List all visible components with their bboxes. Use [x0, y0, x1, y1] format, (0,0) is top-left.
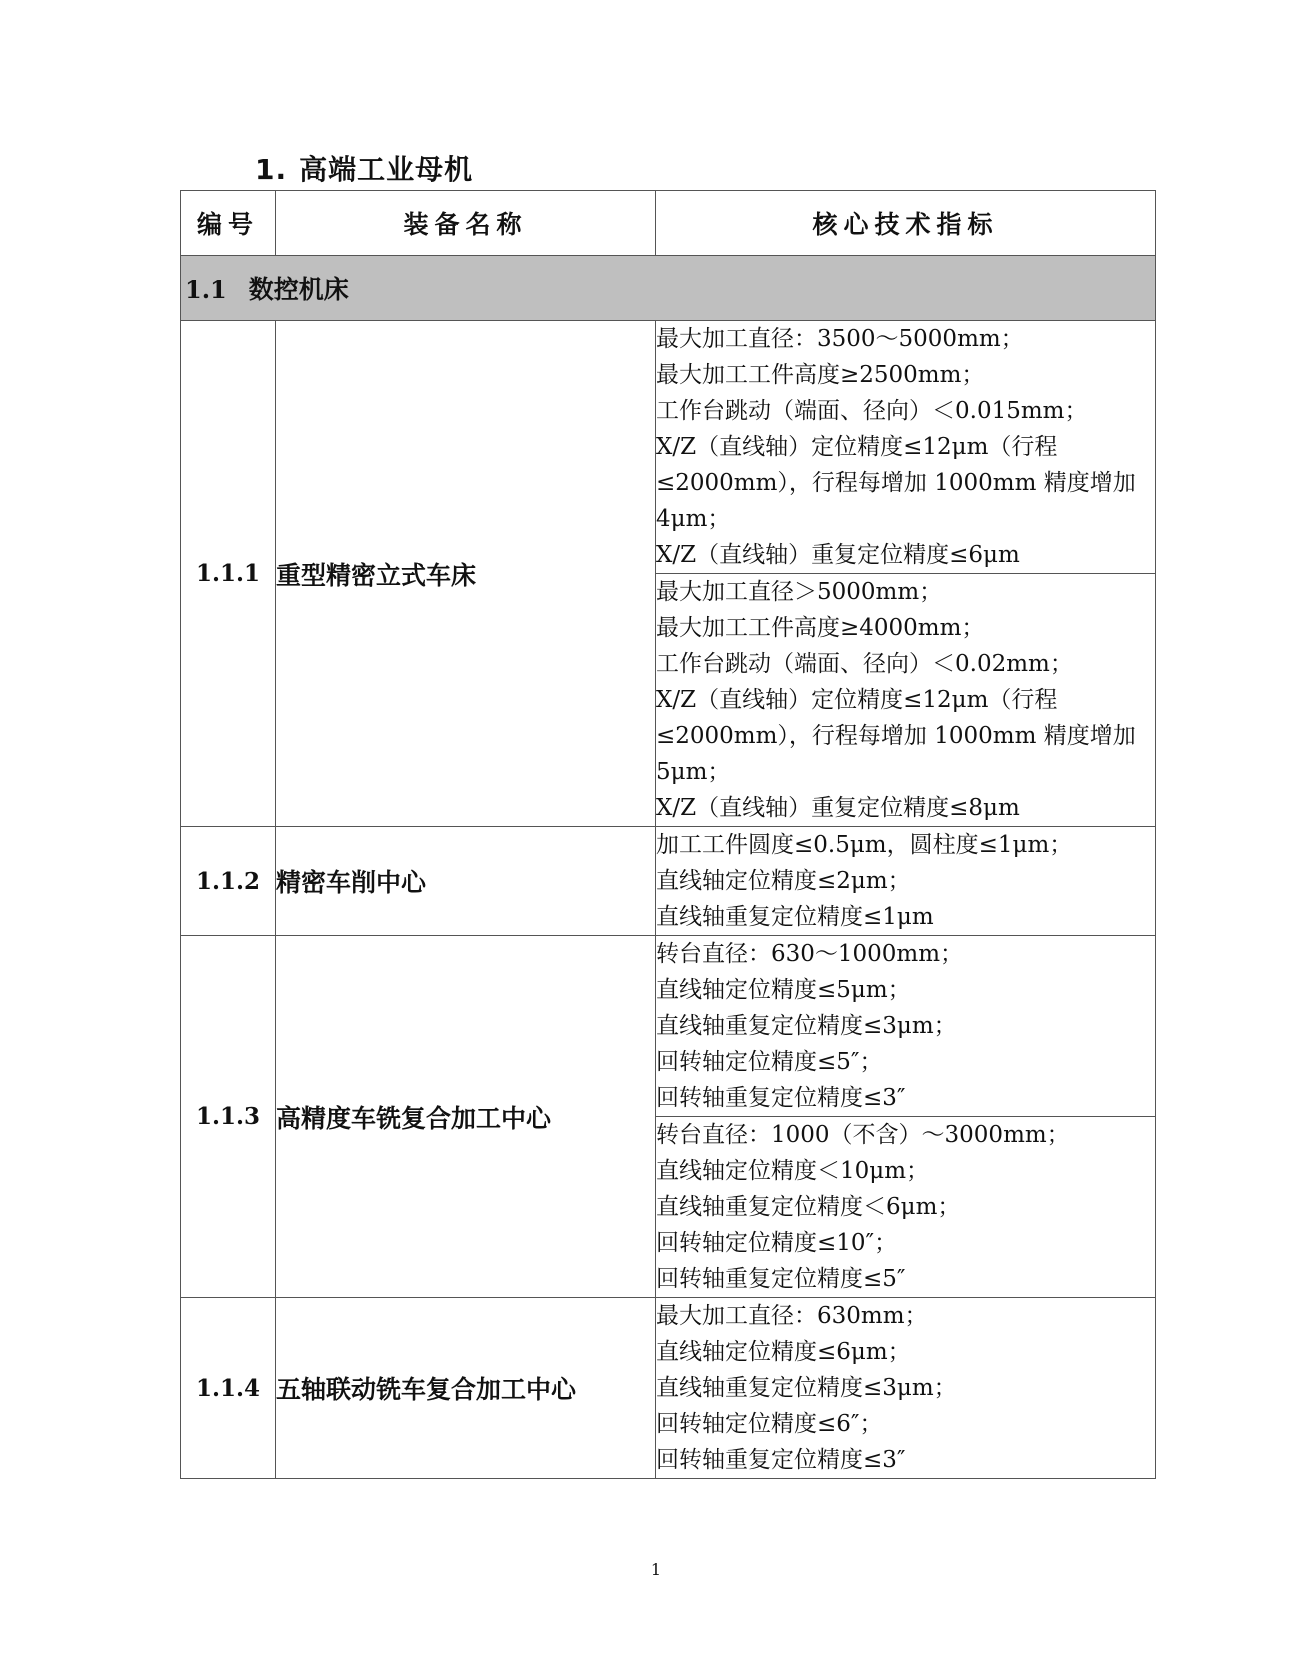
spec-line: X/Z（直线轴）定位精度≤12μm（行程≤2000mm），行程每增加 1000mm 精度增加 5μm； — [656, 687, 1136, 785]
spec-line: 直线轴重复定位精度＜6μm； — [656, 1194, 961, 1220]
spec-cell — [656, 827, 1156, 936]
spec-cell — [656, 574, 1156, 827]
row-name: 精密车削中心 — [276, 827, 656, 936]
spec-line: 回转轴定位精度≤10″； — [656, 1230, 898, 1256]
spec-line: 直线轴定位精度≤6μm； — [656, 1339, 911, 1365]
row-code: 1.1.1 — [181, 321, 276, 827]
spec-line: X/Z（直线轴）重复定位精度≤8μm — [656, 795, 1020, 821]
section-row — [181, 256, 1156, 321]
section-heading — [255, 148, 473, 188]
spec-line: 回转轴重复定位精度≤3″ — [656, 1085, 906, 1111]
table-row — [181, 321, 1156, 574]
spec-line: 最大加工直径＞5000mm； — [656, 579, 943, 605]
spec-line: 最大加工直径：630mm； — [656, 1303, 928, 1329]
spec-line: 回转轴定位精度≤6″； — [656, 1411, 883, 1437]
equipment-spec-table — [180, 190, 1156, 1479]
header-code: 编号 — [181, 191, 276, 256]
spec-line: 直线轴定位精度≤2μm； — [656, 868, 911, 894]
spec-line: 直线轴定位精度＜10μm； — [656, 1158, 930, 1184]
spec-line: 直线轴重复定位精度≤1μm — [656, 904, 934, 930]
spec-line: 工作台跳动（端面、径向）＜0.02mm； — [656, 651, 1073, 677]
spec-cell — [656, 936, 1156, 1117]
spec-line: 回转轴重复定位精度≤5″ — [656, 1266, 906, 1292]
spec-cell — [656, 1117, 1156, 1298]
spec-cell — [656, 1298, 1156, 1479]
row-name: 重型精密立式车床 — [276, 321, 656, 827]
section-number: 1.1 — [185, 275, 227, 304]
spec-line: 直线轴定位精度≤5μm； — [656, 977, 911, 1003]
table-row — [181, 1298, 1156, 1479]
spec-line: 最大加工工件高度≥4000mm； — [656, 615, 985, 641]
spec-line: 最大加工直径：3500～5000mm； — [656, 326, 1024, 352]
spec-line: 直线轴重复定位精度≤3μm； — [656, 1375, 957, 1401]
spec-line: X/Z（直线轴）重复定位精度≤6μm — [656, 542, 1020, 568]
spec-line: 回转轴重复定位精度≤3″ — [656, 1447, 906, 1473]
row-name: 五轴联动铣车复合加工中心 — [276, 1298, 656, 1479]
header-specs: 核心技术指标 — [656, 191, 1156, 256]
row-code: 1.1.4 — [181, 1298, 276, 1479]
spec-line: 加工工件圆度≤0.5μm，圆柱度≤1μm； — [656, 832, 1073, 858]
spec-line: X/Z（直线轴）定位精度≤12μm（行程≤2000mm），行程每增加 1000mm 精度增加 4μm； — [656, 434, 1136, 532]
section-title: 数控机床 — [248, 275, 349, 304]
header-name: 装备名称 — [276, 191, 656, 256]
heading-title: 高端工业母机 — [299, 153, 474, 186]
spec-line: 最大加工工件高度≥2500mm； — [656, 362, 985, 388]
row-code: 1.1.2 — [181, 827, 276, 936]
row-name: 高精度车铣复合加工中心 — [276, 936, 656, 1298]
row-code: 1.1.3 — [181, 936, 276, 1298]
spec-line: 转台直径：630～1000mm； — [656, 941, 964, 967]
spec-line: 转台直径：1000（不含）～3000mm； — [656, 1122, 1070, 1148]
page-number: 1 — [650, 1560, 662, 1579]
heading-number: 1. — [255, 153, 288, 186]
table-row — [181, 936, 1156, 1117]
spec-line: 回转轴定位精度≤5″； — [656, 1049, 883, 1075]
spec-cell — [656, 321, 1156, 574]
spec-line: 直线轴重复定位精度≤3μm； — [656, 1013, 957, 1039]
spec-line: 工作台跳动（端面、径向）＜0.015mm； — [656, 398, 1088, 424]
table-header-row — [181, 191, 1156, 256]
table-row — [181, 827, 1156, 936]
